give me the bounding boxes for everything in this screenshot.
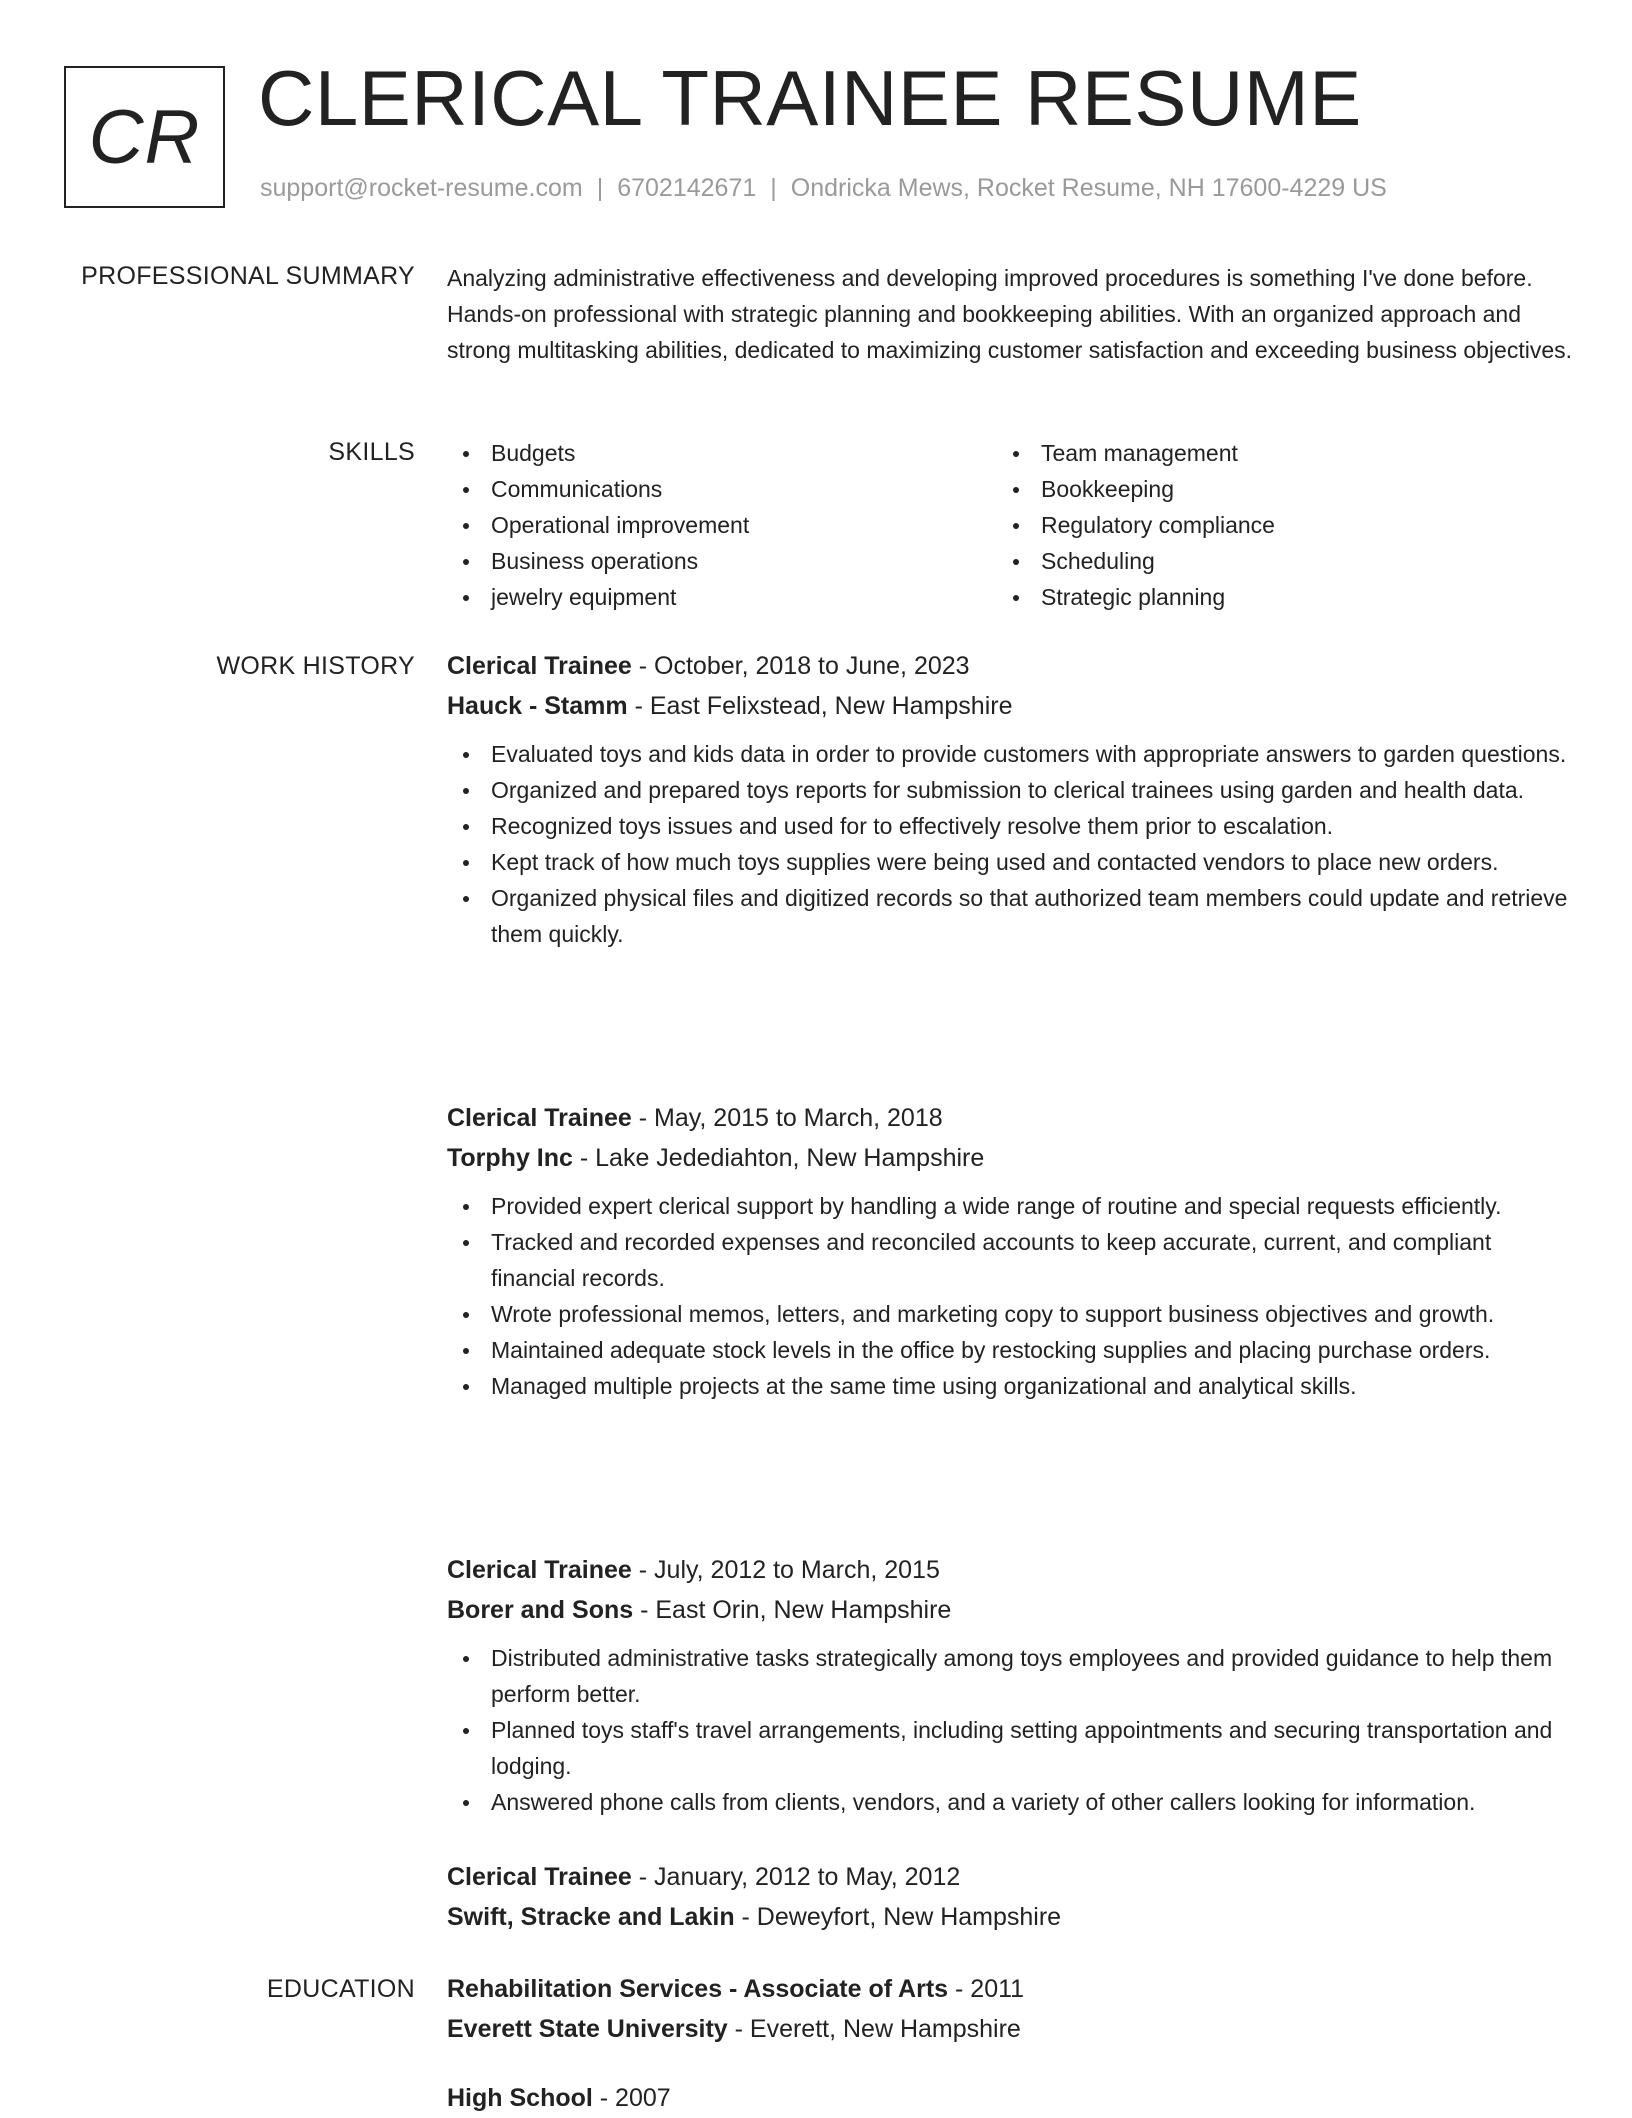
contact-info bbox=[260, 174, 1387, 203]
skill-item: Operational improvement bbox=[447, 507, 997, 543]
skill-item: Strategic planning bbox=[997, 579, 1547, 615]
page-title: CLERICAL TRAINEE RESUME bbox=[258, 54, 1362, 142]
job-dates: - January, 2012 to May, 2012 bbox=[631, 1863, 961, 1891]
job-company: Swift, Stracke and Lakin bbox=[447, 1903, 735, 1931]
email-text[interactable]: support@rocket-resume.com bbox=[260, 174, 583, 202]
skill-item: Team management bbox=[997, 435, 1547, 471]
degree-name: Rehabilitation Services - Associate of Arts bbox=[447, 1975, 949, 2003]
job-bullet: Organized physical files and digitized records so that authorized team members could update and retrieve them quickly. bbox=[447, 880, 1577, 952]
job-bullet: Maintained adequate stock levels in the office by restocking supplies and placing purchase orders. bbox=[447, 1332, 1577, 1368]
job-title-line bbox=[447, 1857, 1577, 1897]
separator: | bbox=[770, 174, 777, 202]
summary-text: Analyzing administrative effectiveness and developing improved procedures is something I've done before. Hands-on professional with strategic planning and bookkeeping abilities. With an organized approach and strong multitasking abilities, dedicated to maximizing customer satisfaction and exceeding business objectives. bbox=[447, 265, 1573, 363]
job-title: Clerical Trainee bbox=[447, 1556, 632, 1584]
monogram-logo: CR bbox=[64, 66, 225, 208]
job-bullet: Organized and prepared toys reports for submission to clerical trainees using garden and health data. bbox=[447, 772, 1577, 808]
address-text: Ondricka Mews, Rocket Resume, NH 17600-4229 US bbox=[790, 174, 1387, 202]
job-title-line bbox=[447, 1550, 1577, 1590]
job-bullet: Distributed administrative tasks strategically among toys employees and provided guidance to help them perform better. bbox=[447, 1640, 1577, 1712]
job-title: Clerical Trainee bbox=[447, 1863, 632, 1891]
job-bullet: Wrote professional memos, letters, and marketing copy to support business objectives and growth. bbox=[447, 1296, 1577, 1332]
skill-item: Communications bbox=[447, 471, 997, 507]
job-location: - Deweyfort, New Hampshire bbox=[734, 1903, 1062, 1931]
degree-year: - 2011 bbox=[948, 1975, 1025, 2003]
section-label-summary: PROFESSIONAL SUMMARY bbox=[81, 262, 415, 290]
job-entry bbox=[447, 1857, 1577, 1937]
job-title: Clerical Trainee bbox=[447, 1104, 632, 1132]
job-bullet: Recognized toys issues and used for to effectively resolve them prior to escalation. bbox=[447, 808, 1577, 844]
section-label-education: EDUCATION bbox=[266, 1975, 415, 2003]
degree-line bbox=[447, 1969, 1577, 2009]
job-company-line bbox=[447, 1590, 1577, 1630]
job-bullet: Answered phone calls from clients, vendors, and a variety of other callers looking for information. bbox=[447, 1784, 1577, 1820]
job-bullets bbox=[447, 1188, 1577, 1404]
job-entry bbox=[447, 646, 1577, 952]
job-bullet: Provided expert clerical support by handling a wide range of routine and special requests efficiently. bbox=[447, 1188, 1577, 1224]
degree-name: High School bbox=[447, 2084, 593, 2112]
job-bullets bbox=[447, 736, 1577, 952]
job-bullets bbox=[447, 1640, 1577, 1820]
job-company: Torphy Inc bbox=[447, 1144, 573, 1172]
job-dates: - July, 2012 to March, 2015 bbox=[631, 1556, 940, 1584]
skill-item: Bookkeeping bbox=[997, 471, 1547, 507]
education-entry bbox=[447, 2078, 1577, 2118]
summary-section bbox=[447, 260, 1577, 368]
job-dates: - May, 2015 to March, 2018 bbox=[631, 1104, 943, 1132]
skills-list-left bbox=[447, 435, 997, 615]
job-title-line bbox=[447, 1098, 1577, 1138]
skill-item: Business operations bbox=[447, 543, 997, 579]
job-company: Borer and Sons bbox=[447, 1596, 634, 1624]
school-location: - Everett, New Hampshire bbox=[727, 2015, 1021, 2043]
job-title-line bbox=[447, 646, 1577, 686]
skills-section bbox=[447, 435, 1577, 615]
job-location: - East Felixstead, New Hampshire bbox=[627, 692, 1013, 720]
school-name: Everett State University bbox=[447, 2015, 728, 2043]
skills-list-right bbox=[997, 435, 1547, 615]
section-label-skills: SKILLS bbox=[328, 438, 415, 466]
skill-item: Scheduling bbox=[997, 543, 1547, 579]
job-company-line bbox=[447, 1138, 1577, 1178]
skill-item: jewelry equipment bbox=[447, 579, 997, 615]
job-bullet: Kept track of how much toys supplies were being used and contacted vendors to place new orders. bbox=[447, 844, 1577, 880]
job-company-line bbox=[447, 1897, 1577, 1937]
job-bullet: Evaluated toys and kids data in order to provide customers with appropriate answers to garden questions. bbox=[447, 736, 1577, 772]
job-entry bbox=[447, 1550, 1577, 1820]
job-title: Clerical Trainee bbox=[447, 652, 632, 680]
section-label-work: WORK HISTORY bbox=[216, 652, 415, 680]
phone-text[interactable]: 6702142671 bbox=[617, 174, 757, 202]
skill-item: Regulatory compliance bbox=[997, 507, 1547, 543]
job-dates: - October, 2018 to June, 2023 bbox=[631, 652, 970, 680]
skill-item: Budgets bbox=[447, 435, 997, 471]
education-entry bbox=[447, 1969, 1577, 2049]
degree-year: - 2007 bbox=[592, 2084, 671, 2112]
job-bullet: Planned toys staff's travel arrangements, including setting appointments and securing transportation and lodging. bbox=[447, 1712, 1577, 1784]
job-entry bbox=[447, 1098, 1577, 1404]
job-bullet: Tracked and recorded expenses and reconciled accounts to keep accurate, current, and compliant financial records. bbox=[447, 1224, 1577, 1296]
school-line bbox=[447, 2009, 1577, 2049]
job-company-line bbox=[447, 686, 1577, 726]
degree-line bbox=[447, 2078, 1577, 2118]
separator: | bbox=[596, 174, 604, 202]
job-bullet: Managed multiple projects at the same time using organizational and analytical skills. bbox=[447, 1368, 1577, 1404]
job-location: - East Orin, New Hampshire bbox=[633, 1596, 952, 1624]
job-location: - Lake Jedediahton, New Hampshire bbox=[572, 1144, 985, 1172]
job-company: Hauck - Stamm bbox=[447, 692, 628, 720]
